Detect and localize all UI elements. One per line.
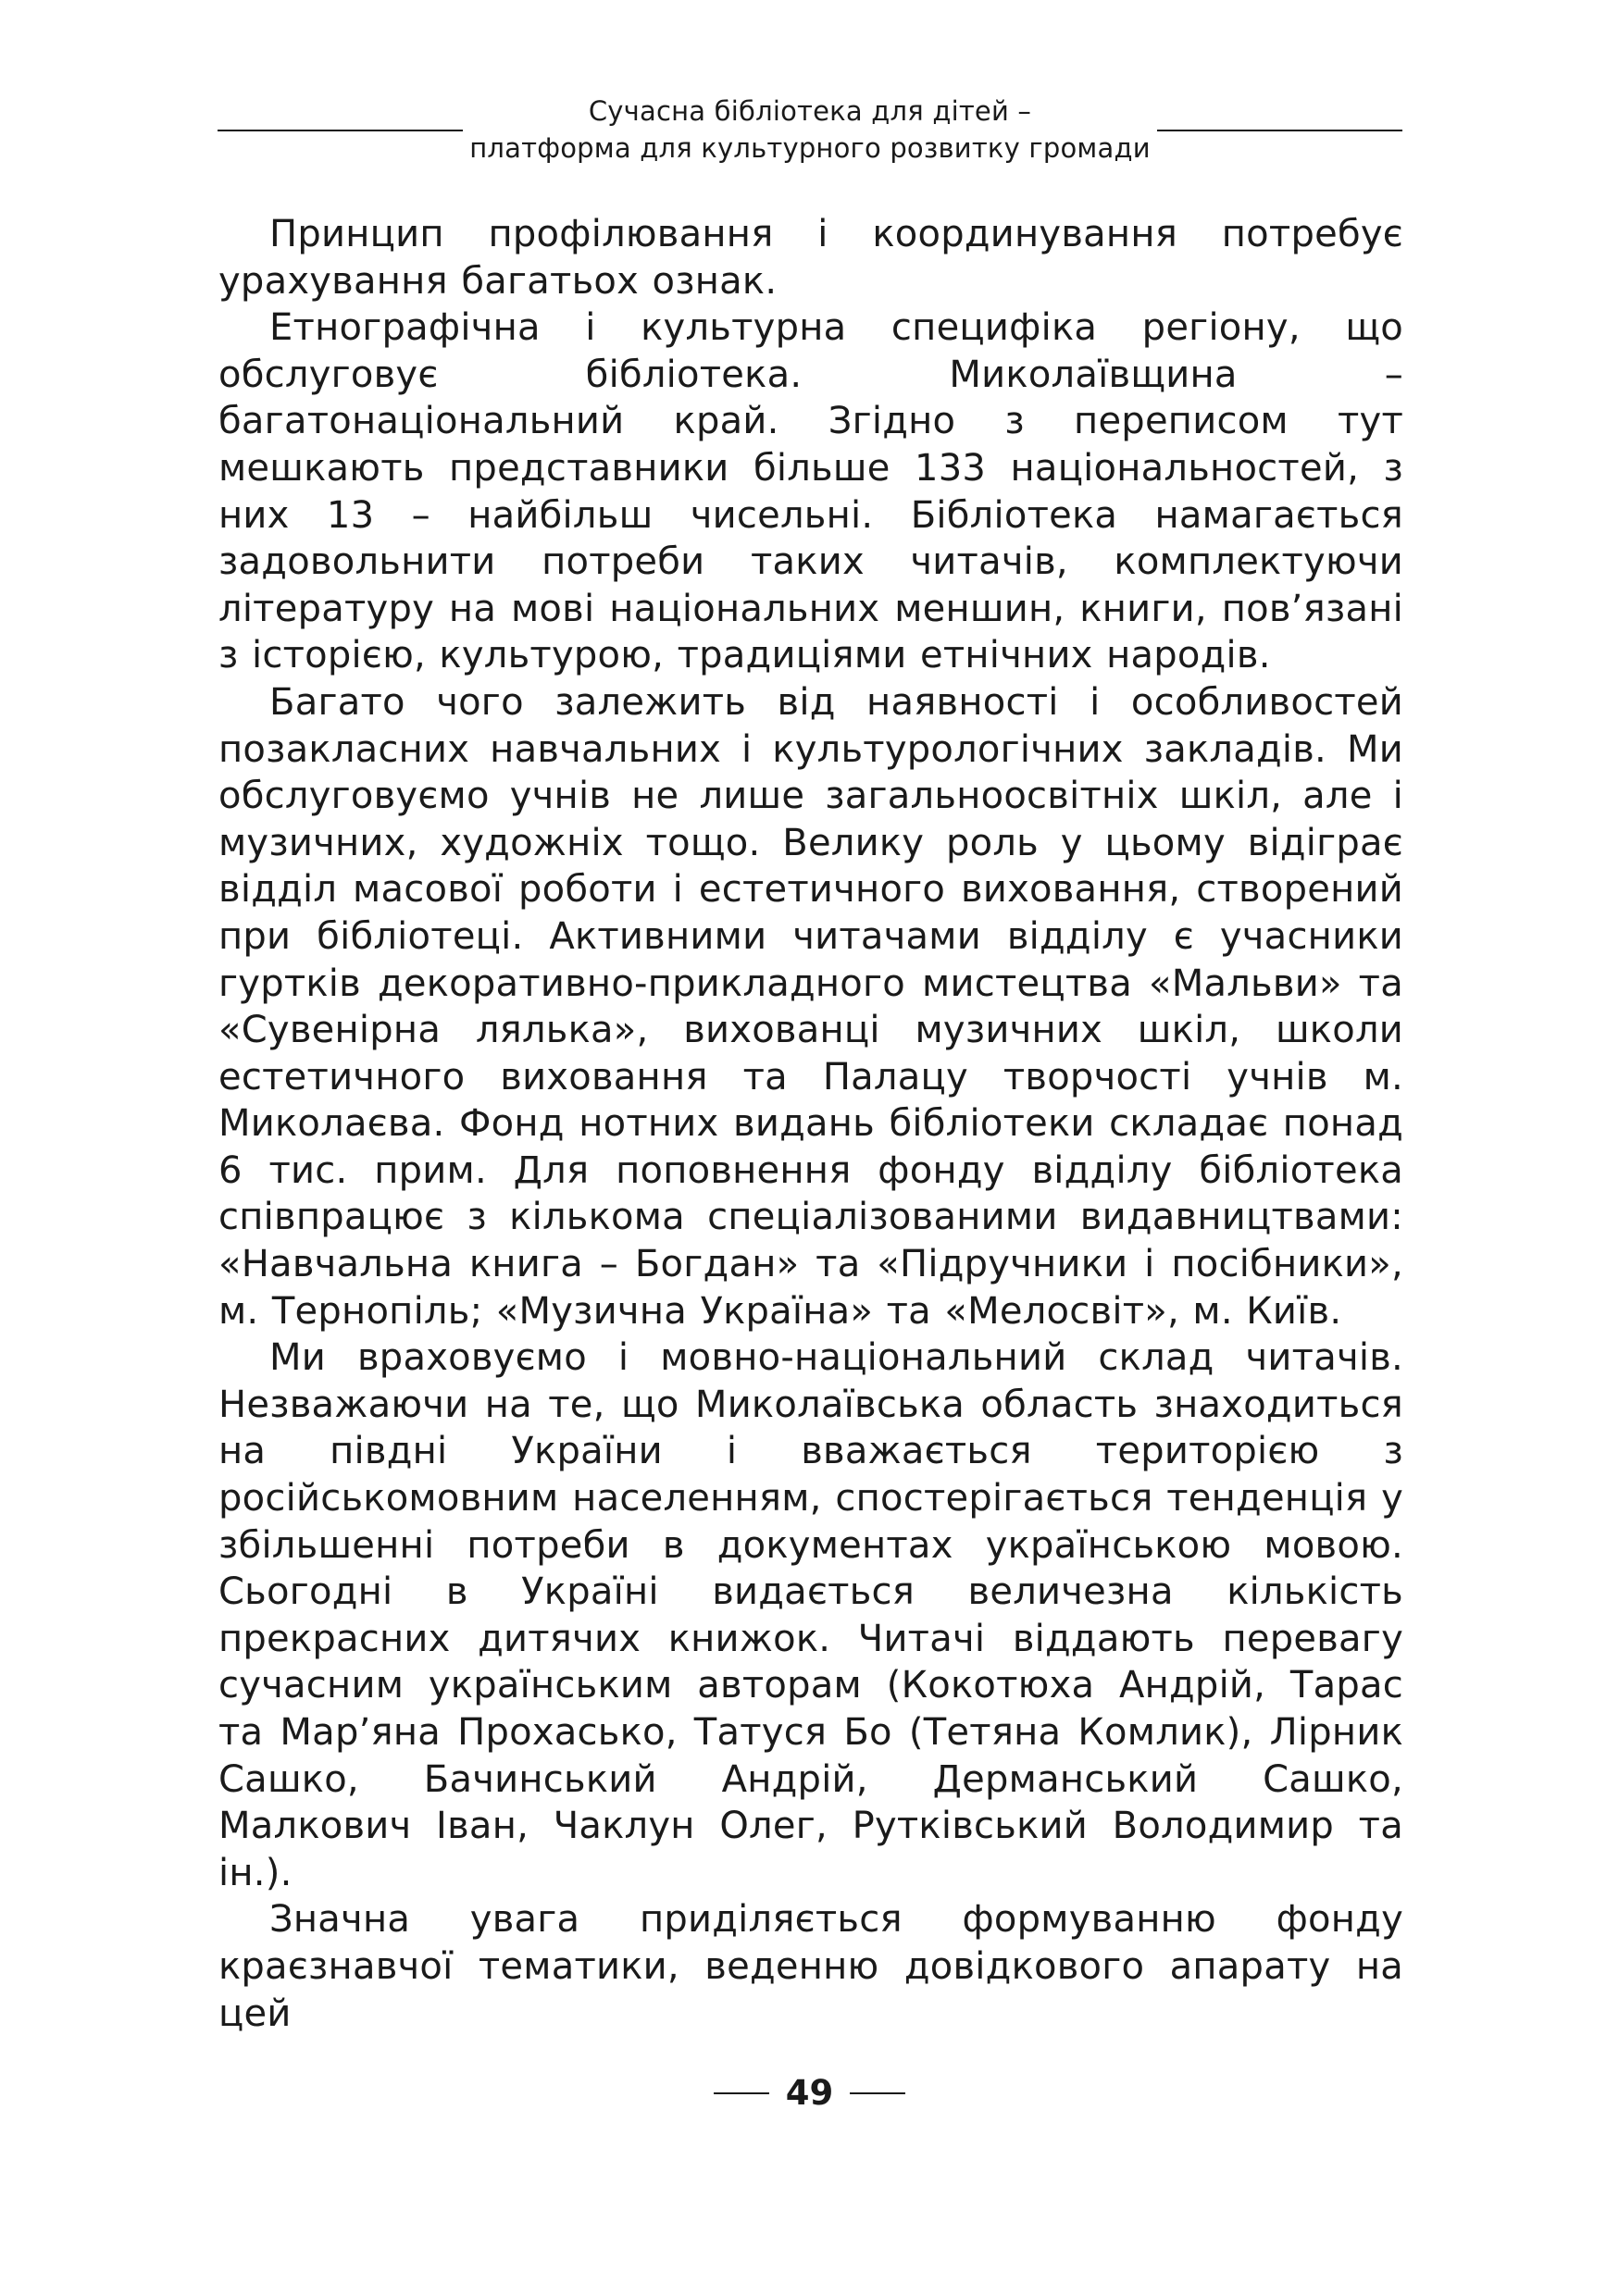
page-footer [0,2066,1619,2121]
header-rule-left [218,130,463,131]
page-body [218,211,1403,2037]
footer-rule-right [850,2092,905,2094]
paragraph: Принцип профілювання і координування потребує урахування багатьох ознак. [218,213,1403,303]
paragraph: Ми враховуємо і мовно-національний склад читачів. Незважаючи на те, що Миколаївська область знаходиться на півдні України і вважається територією з російськомовним населенням, спостерігається тенденція у збільшенні потреби в документах українською мовою. Сьогодні в Україні видається величезна кількість прекрасних дитячих книжок. Читачі віддають перевагу сучасним українським авторам (Кокотюха Андрій, Тарас та Мар’яна Прохасько, Татуся Бо (Тетяна Комлик), Лірник Сашко, Бачинський Андрій, Дерманський Сашко, Малкович Іван, Чаклун Олег, Рутківський Володимир та ін.). [218,1336,1403,1894]
paragraph: Значна увага приділяється формуванню фонду краєзнавчої тематики, веденню довідкового апарату на цей [218,1898,1403,2035]
header-rule-right [1157,130,1402,131]
page-number: 49 [785,2073,834,2113]
running-header [218,93,1402,167]
paragraph: Етнографічна і культурна специфіка регіону, що обслуговує бібліотека. Миколаївщина – багатонаціональний край. Згідно з переписом тут мешкають представники більше 133 національностей, з них 13 – найбільш чисельні. Бібліотека намагається задовольнити потреби таких читачів, комплектуючи літературу на мові національних меншин, книги, пов’язані з історією, культурою, традиціями етнічних народів. [218,306,1403,677]
header-title-line-1: Сучасна бібліотека для дітей – [588,95,1032,127]
header-title [463,93,1157,167]
footer-rule-left [714,2092,769,2094]
header-title-line-2: платформа для культурного розвитку громади [469,132,1151,164]
paragraph: Багато чого залежить від наявності і особливостей позакласних навчальних і культурологічних закладів. Ми обслуговуємо учнів не лише загальноосвітніх шкіл, але і музичних, художніх тощо. Велику роль у цьому відіграє відділ масової роботи і естетичного виховання, створений при бібліотеці. Активними читачами відділу є учасники гуртків декоративно-прикладного мистецтва «Мальви» та «Сувенірна лялька», вихованці музичних шкіл, школи естетичного виховання та Палацу творчості учнів м. Миколаєва. Фонд нотних видань бібліотеки складає понад 6 тис. прим. Для поповнення фонду відділу бібліотека співпрацює з кількома спеціалізованими видавництвами: «Навчальна книга – Богдан» та «Підручники і посібники», м. Тернопіль; «Музична Україна» та «Мелосвіт», м. Київ. [218,680,1403,1333]
